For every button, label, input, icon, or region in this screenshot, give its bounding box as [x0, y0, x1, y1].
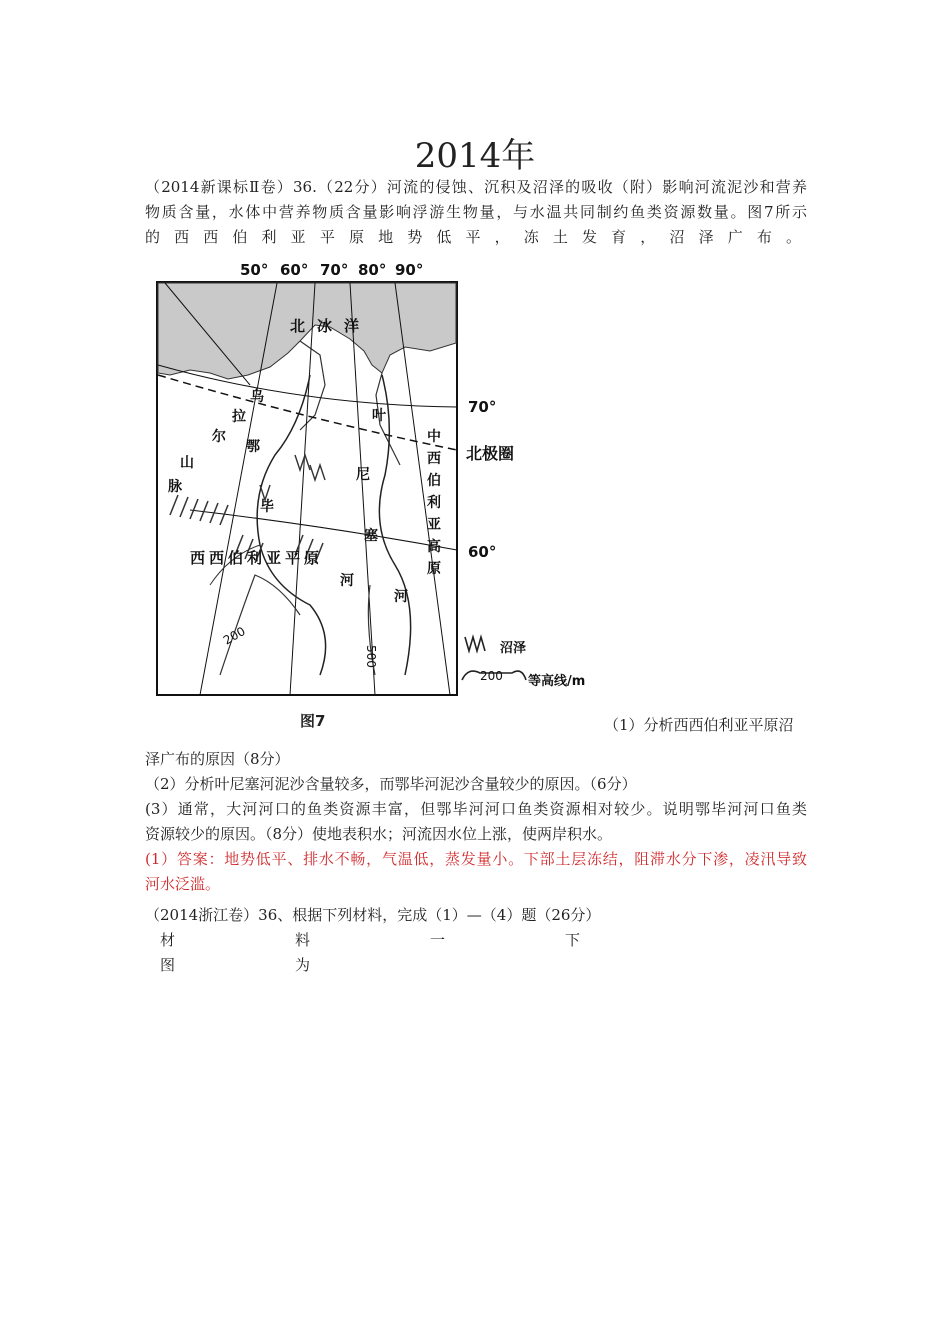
ocean-label: 北冰洋	[290, 317, 372, 335]
sub-question-3-line: (3）通常，大河河口的鱼类资源丰富，但鄂毕河河口鱼类资源相对较少。说明鄂毕河河口鱼类	[145, 800, 807, 818]
plateau-label: 西	[427, 451, 441, 467]
question-2-intro: （2014浙江卷）36、根据下列材料，完成（1）—（4）题（26分）	[145, 906, 601, 924]
yenisei-river-label: 塞	[364, 528, 378, 544]
ob-river-label: 河	[340, 573, 354, 589]
arctic-circle-label: 北极圈	[466, 444, 515, 463]
question-intro-line: 的西西伯利亚平原地势低平，冻土发育，沼泽广布。	[145, 228, 807, 246]
longitude-label: 90°	[395, 261, 424, 279]
legend-contour-label: 等高线/m	[528, 674, 586, 689]
sub-question-2: （2）分析叶尼塞河泥沙含量较多，而鄂毕河泥沙含量较少的原因。（6分）	[145, 775, 637, 793]
plateau-label: 中	[427, 429, 441, 445]
question-2-material-line: 材料一下图为	[160, 931, 701, 974]
ob-river-label: 毕	[260, 499, 274, 515]
yenisei-river-label: 叶	[372, 408, 386, 424]
plain-label: 西西伯利亚平原	[190, 549, 324, 567]
latitude-label: 60°	[468, 543, 497, 561]
yenisei-river-label: 河	[394, 589, 408, 605]
answer-line: 河水泛滥。	[145, 875, 221, 893]
ural-label: 脉	[168, 479, 182, 495]
question-intro-line: （2014新课标Ⅱ卷）36.（22分）河流的侵蚀、沉积及沼泽的吸收（附）影响河流泥沙和营养	[145, 178, 807, 196]
plateau-label: 高	[427, 539, 441, 555]
ural-label: 乌	[250, 389, 264, 405]
sub-question-3-line: 资源较少的原因。（8分）使地表积水；河流因水位上涨，使两岸积水。	[145, 825, 613, 843]
contour-500-label: 500	[364, 645, 378, 668]
ural-label: 山	[180, 455, 194, 471]
ob-river-label: 鄂	[246, 439, 260, 455]
west-siberia-map	[150, 255, 600, 705]
plateau-label: 原	[427, 561, 441, 577]
contour-200-label: 200	[220, 624, 248, 648]
plateau-label: 利	[427, 495, 441, 511]
latitude-label: 70°	[468, 398, 497, 416]
ural-label: 拉	[232, 409, 246, 425]
longitude-label: 70°	[320, 261, 349, 279]
legend-swamp-label: 沼泽	[500, 641, 527, 656]
longitude-label: 80°	[358, 261, 387, 279]
plateau-label: 伯	[427, 473, 441, 489]
plateau-label: 亚	[427, 517, 441, 533]
longitude-label: 50°	[240, 261, 269, 279]
sub-question-1-part-b: 泽广布的原因（8分）	[145, 750, 290, 768]
page-title: 2014年	[414, 136, 536, 176]
answer-line: (1）答案：地势低平、排水不畅，气温低，蒸发量小。下部土层冻结，阻滞水分下渗，凌汛导致	[145, 850, 807, 868]
sub-question-1-part-a: （1）分析西西伯利亚平原沼	[604, 716, 794, 734]
yenisei-river-label: 尼	[356, 467, 370, 483]
question-intro-line: 物质含量，水体中营养物质含量影响浮游生物量，与水温共同制约鱼类资源数量。图7所示	[145, 203, 807, 221]
ural-label: 尔	[212, 429, 226, 445]
figure-caption: 图7	[300, 712, 326, 730]
legend-contour-value: 200	[480, 669, 503, 683]
longitude-label: 60°	[280, 261, 309, 279]
